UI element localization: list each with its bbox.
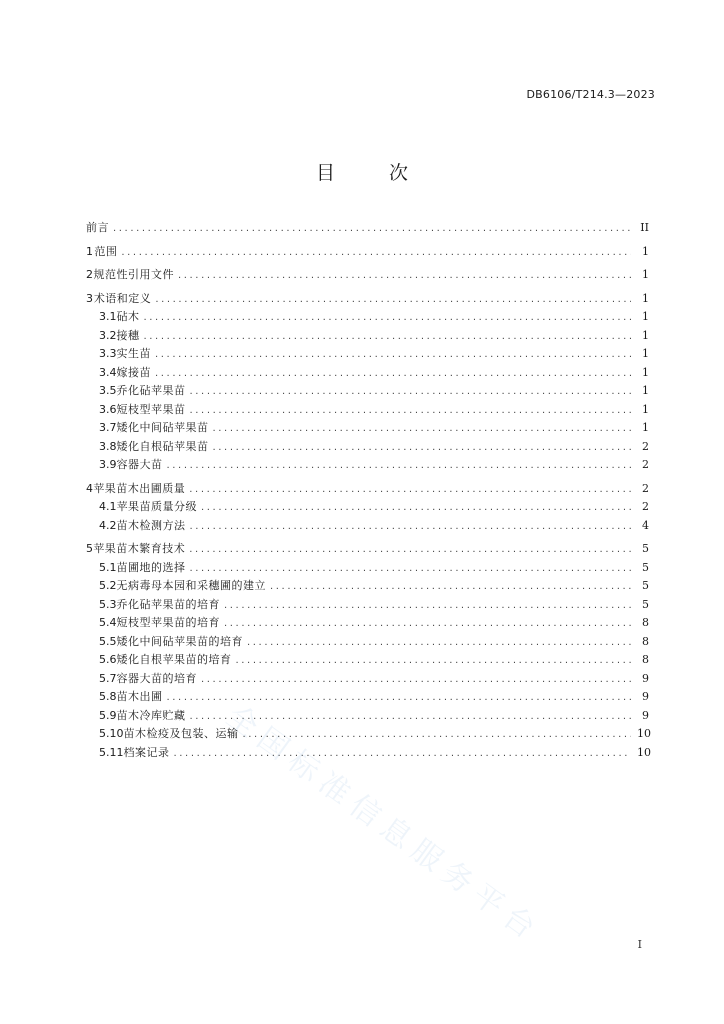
toc-entry-label: 乔化砧苹果苗 [116,384,186,397]
toc-entry-label: 苗木检测方法 [116,518,186,532]
toc-entry-number: 3.3 [99,347,117,360]
toc-dot-leader [243,726,632,745]
toc-entry[interactable] [86,243,649,262]
toc-entry-page: 9 [642,708,649,722]
toc-dot-leader [190,560,632,579]
toc-entry-label: 苗木检疫及包装、运输 [123,727,239,740]
toc-entry-label: 苗木出圃 [116,690,163,703]
toc-dot-leader [270,578,631,597]
toc-entry-page: 1 [642,268,649,281]
toc-entry[interactable] [86,308,649,327]
toc-entry[interactable] [86,480,649,499]
toc-entry-number: 5.3 [99,597,117,611]
toc-dot-leader [190,383,632,402]
toc-entry-page: 2 [642,481,649,495]
toc-entry-page: 2 [642,458,649,471]
toc-dot-leader [190,402,632,421]
toc-entry-number: 3.2 [99,328,117,342]
toc-entry[interactable] [86,688,649,707]
toc-entry-number: 5.1 [99,560,117,574]
toc-dot-leader [167,457,632,476]
toc-entry-number: 3 [86,291,93,305]
toc-entry[interactable] [86,517,649,536]
toc-entry[interactable] [86,401,649,420]
toc-dot-leader [189,541,631,560]
toc-entry-page: 5 [642,560,649,574]
toc-dot-leader [155,291,631,310]
toc-entry[interactable] [86,345,649,364]
toc-dot-leader [190,518,632,537]
toc-entry-label: 砧木 [116,310,140,323]
toc-entry-number: 3.7 [99,421,117,434]
toc-entry-page: 1 [642,365,649,379]
toc-entry-number: 5.5 [99,634,117,648]
toc-entry-page: 5 [642,579,649,592]
toc-entry[interactable] [86,438,649,457]
toc-dot-leader [190,708,632,727]
toc-entry-page: 1 [642,421,649,434]
toc-entry-page: 1 [642,291,649,305]
toc-entry-number: 5.11 [99,745,124,759]
toc-entry[interactable] [86,498,649,517]
toc-entry-label: 范围 [94,244,118,258]
toc-entry-label: 矮化自根苹果苗的培育 [116,653,232,666]
toc-entry-number: 5.9 [99,708,117,722]
toc-entry[interactable] [86,540,649,559]
toc-dot-leader [201,671,631,690]
toc-dot-leader [213,439,632,458]
table-of-contents [86,219,649,762]
toc-entry-label: 档案记录 [123,745,170,759]
toc-dot-leader [167,689,632,708]
toc-dot-leader [113,220,631,239]
toc-entry-page: 1 [642,310,649,323]
toc-entry-label: 无病毒母本园和采穗圃的建立 [116,579,266,592]
toc-entry-number: 4 [86,481,93,495]
toc-dot-leader [155,346,631,365]
toc-entry-number: 3.6 [99,402,117,416]
toc-dot-leader [189,481,631,500]
toc-entry[interactable] [86,725,649,744]
toc-dot-leader [201,499,631,518]
toc-entry[interactable] [86,364,649,383]
toc-entry-label: 接穗 [116,328,140,342]
toc-entry[interactable] [86,614,649,633]
toc-entry-page: 9 [642,671,649,685]
watermark: 全国标准信息服务平台 [219,698,548,951]
toc-entry-number: 3.4 [99,365,117,379]
toc-entry-label: 乔化砧苹果苗的培育 [116,597,220,611]
page-title: 目 次 [315,162,423,184]
toc-entry[interactable] [86,219,649,238]
toc-dot-leader [224,615,631,634]
toc-entry-page: II [640,221,649,234]
toc-entry[interactable] [86,559,649,578]
toc-dot-leader [174,745,632,764]
toc-entry-label: 苹果苗质量分级 [116,500,197,513]
toc-entry[interactable] [86,670,649,689]
toc-entry-number: 3.1 [99,310,117,323]
toc-entry[interactable] [86,596,649,615]
toc-entry-number: 5.10 [99,727,124,740]
toc-entry-page: 8 [642,616,649,629]
toc-entry-label: 规范性引用文件 [93,268,174,281]
toc-entry-label: 实生苗 [116,347,151,360]
toc-entry-page: 2 [642,500,649,513]
toc-entry-page: 8 [642,634,649,648]
toc-entry-page: 1 [642,402,649,416]
toc-entry-number: 4.2 [99,518,117,532]
toc-entry-page: 1 [642,384,649,397]
toc-entry[interactable] [86,266,649,285]
toc-entry-page: 10 [637,745,651,759]
toc-entry-page: 1 [642,328,649,342]
toc-entry-number: 5.7 [99,671,117,685]
toc-entry-number: 3.5 [99,384,117,397]
toc-entry-page: 9 [642,690,649,703]
toc-entry-number: 3.8 [99,439,117,453]
toc-entry-number: 3.9 [99,458,117,471]
toc-entry[interactable] [86,651,649,670]
toc-entry-label: 术语和定义 [93,291,152,305]
toc-dot-leader [236,652,632,671]
toc-entry-label: 短枝型苹果苗的培育 [116,616,220,629]
toc-entry-number: 5.2 [99,579,117,592]
toc-dot-leader [213,420,632,439]
toc-entry-page: 10 [637,727,651,740]
toc-dot-leader [144,328,632,347]
toc-entry-label: 苹果苗木繁育技术 [93,542,186,555]
toc-entry[interactable] [86,382,649,401]
toc-dot-leader [247,634,631,653]
toc-entry-page: 4 [642,518,649,532]
toc-entry[interactable] [86,707,649,726]
toc-entry-number: 5 [86,542,93,555]
toc-entry-label: 苗圃地的选择 [116,560,186,574]
toc-dot-leader [121,244,631,263]
toc-entry-page: 1 [642,347,649,360]
toc-entry[interactable] [86,633,649,652]
toc-entry-number: 2 [86,268,93,281]
toc-entry-label: 前言 [86,221,109,234]
toc-entry[interactable] [86,419,649,438]
toc-entry-label: 矮化自根砧苹果苗 [116,439,209,453]
toc-entry-page: 5 [642,542,649,555]
toc-entry[interactable] [86,744,649,763]
toc-dot-leader [224,597,631,616]
toc-entry-label: 矮化中间砧苹果苗 [116,421,209,434]
toc-entry-page: 5 [642,597,649,611]
toc-entry[interactable] [86,577,649,596]
footer-page-number: I [637,938,642,951]
document-code: DB6106/T214.3—2023 [526,88,655,101]
toc-entry-label: 嫁接苗 [116,365,151,379]
toc-dot-leader [178,267,631,286]
toc-entry-number: 5.6 [99,653,117,666]
toc-entry-page: 8 [642,653,649,666]
toc-entry-label: 苹果苗木出圃质量 [93,481,186,495]
toc-entry-label: 苗木冷库贮藏 [116,708,186,722]
toc-entry-number: 5.4 [99,616,117,629]
toc-entry-number: 1 [86,244,93,258]
toc-entry[interactable] [86,456,649,475]
toc-entry[interactable] [86,327,649,346]
toc-entry-label: 短枝型苹果苗 [116,402,186,416]
toc-entry[interactable] [86,290,649,309]
toc-dot-leader [144,309,632,328]
toc-entry-page: 2 [642,439,649,453]
toc-entry-label: 矮化中间砧苹果苗的培育 [116,634,243,648]
toc-entry-page: 1 [642,244,649,258]
toc-entry-label: 容器大苗 [116,458,163,471]
toc-dot-leader [155,365,631,384]
toc-entry-number: 4.1 [99,500,117,513]
toc-entry-number: 5.8 [99,690,117,703]
toc-entry-label: 容器大苗的培育 [116,671,197,685]
